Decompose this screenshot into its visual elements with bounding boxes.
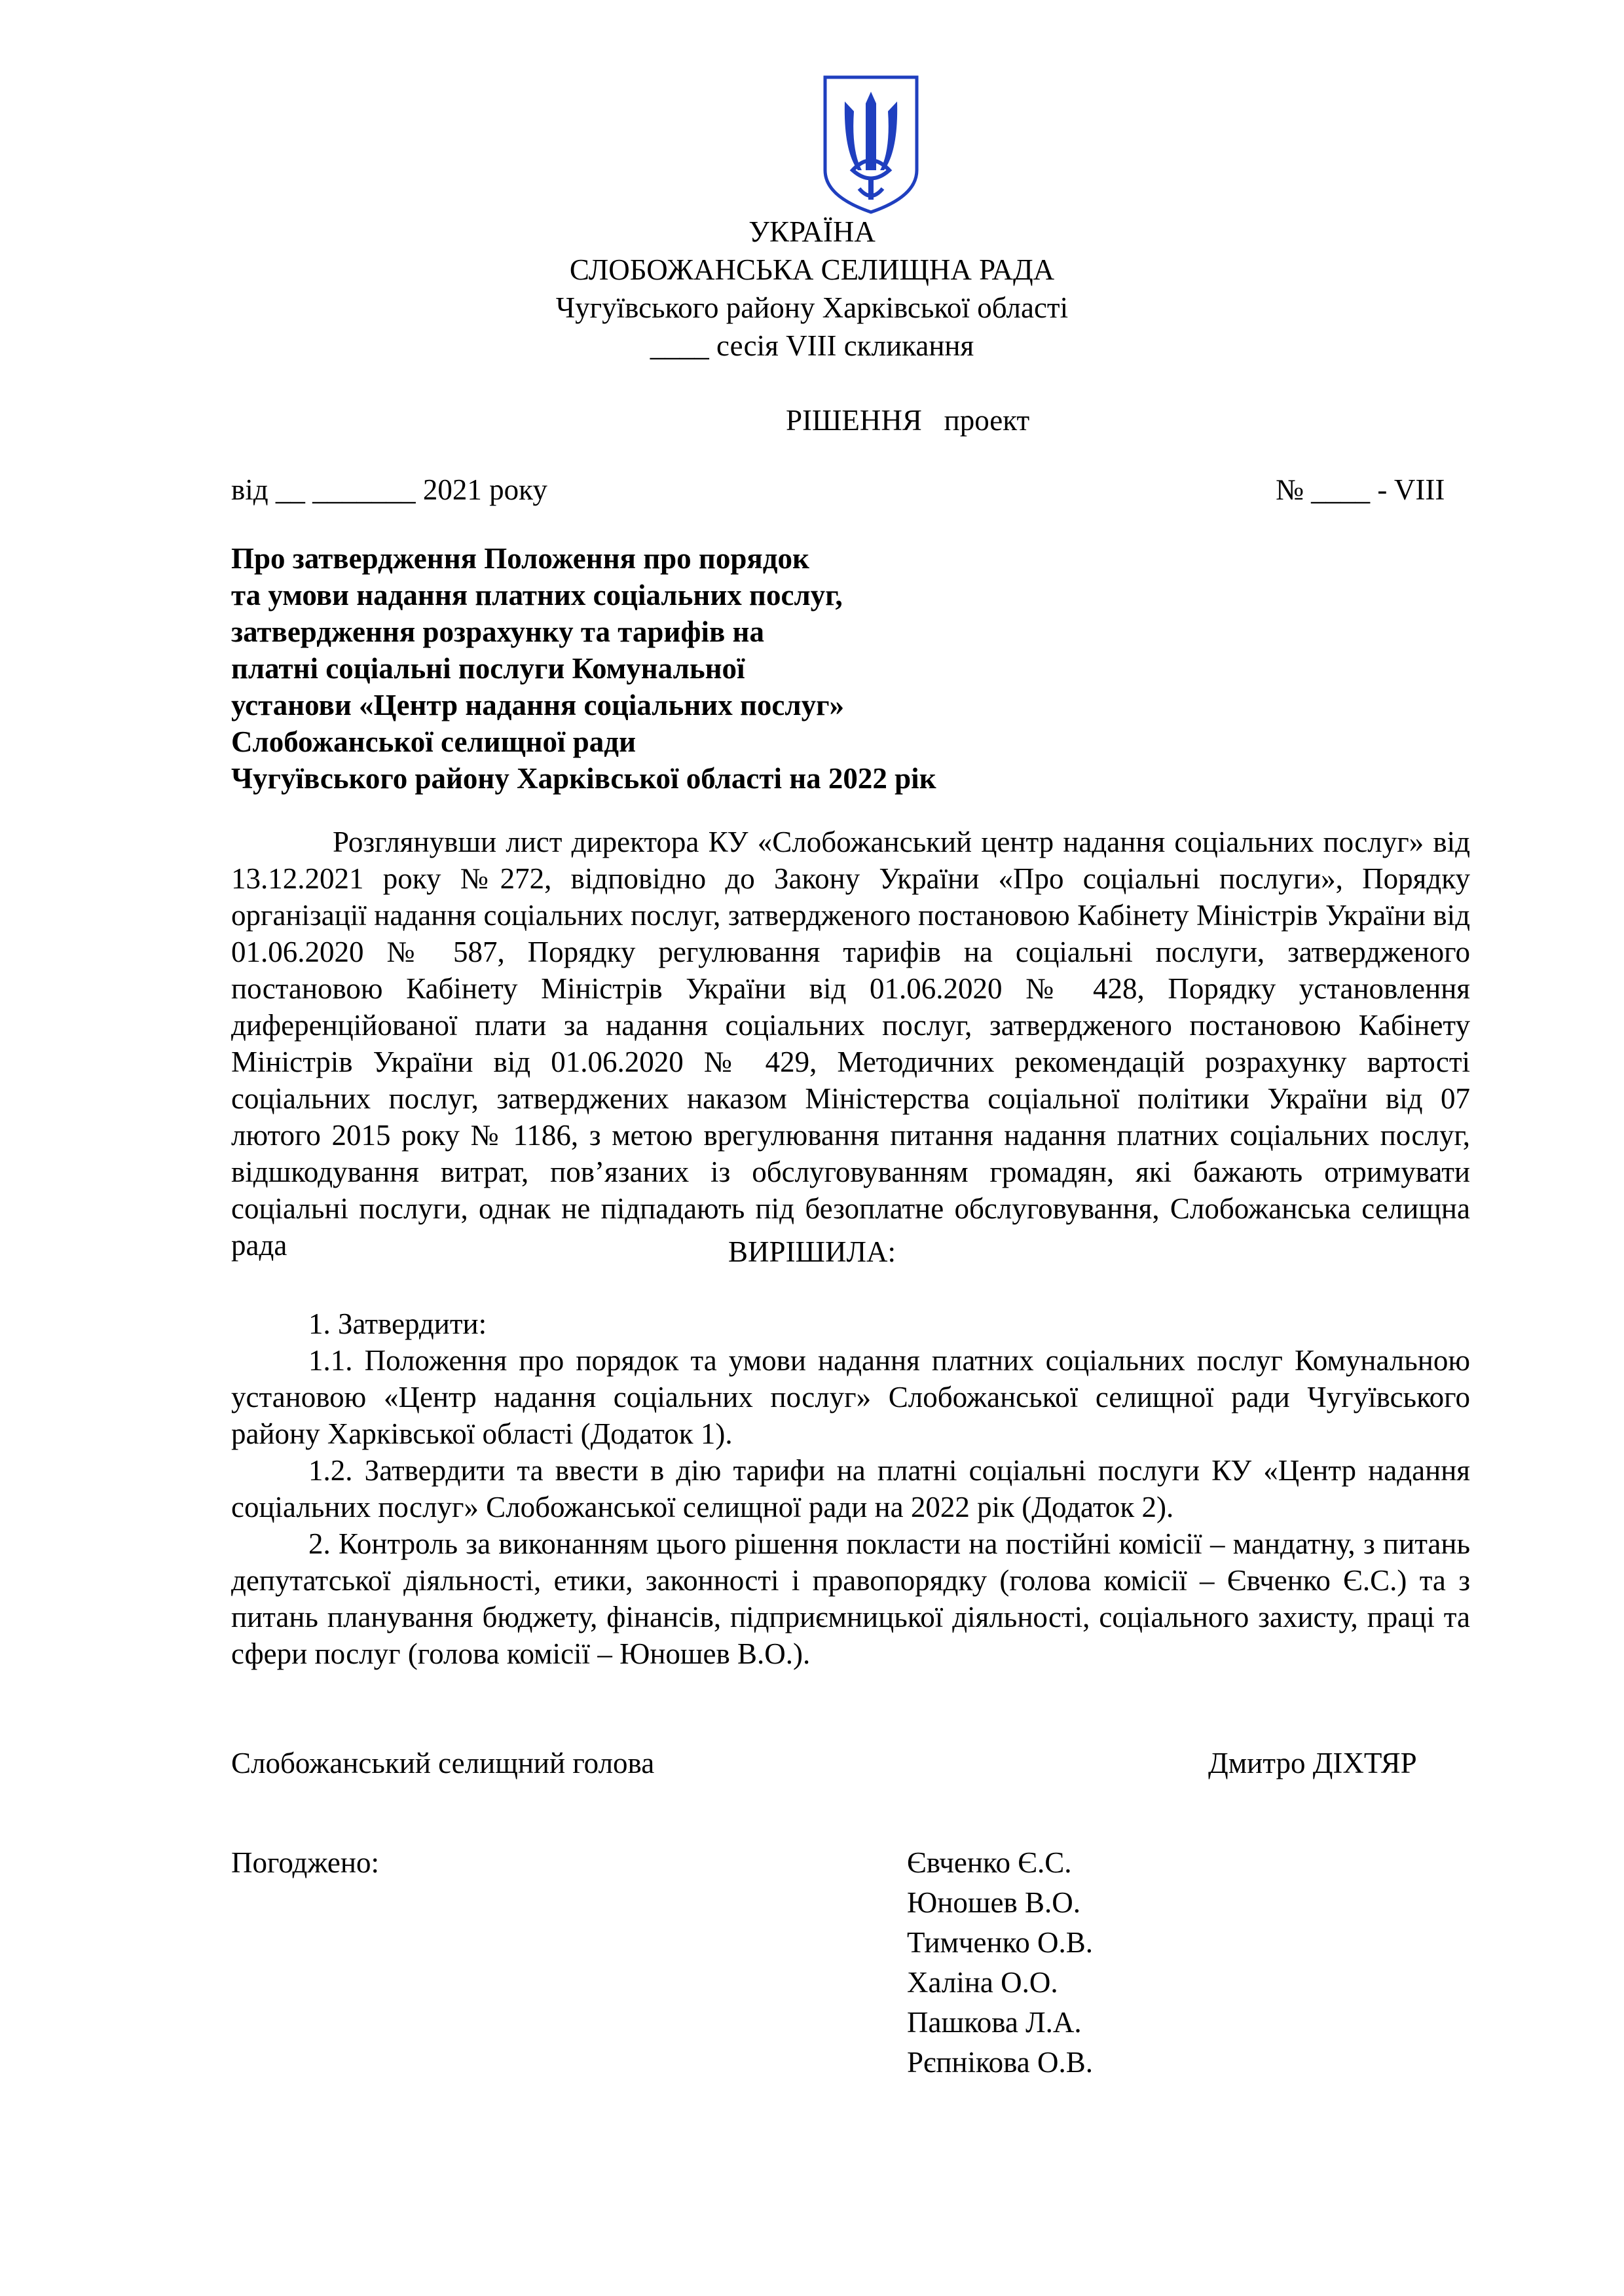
decision-date: від __ _______ 2021 року [231,473,547,506]
decision-title [231,540,936,797]
coat-of-arms-icon [819,72,923,216]
decision-number: № ____ - VIII [1276,473,1445,506]
council-name: СЛОБОЖАНСЬКА СЕЛИЩНА РАДА [569,253,1055,286]
signature-name: Дмитро ДІХТЯР [1208,1747,1417,1779]
approval-label: Погоджено: [231,1846,379,1879]
session-line: ____ сесія VIII скликання [650,329,974,362]
title-line: Слобожанської селищної ради [231,725,637,758]
signature-position: Слобожанський селищний голова [231,1747,655,1779]
approver-name: Халіна О.О. [907,1966,1058,1999]
item-1-2: 1.2. Затвердити та ввести в дію тарифи на платні соціальні послуги КУ «Центр надання соціальних послуг» Слобожанської селищної ради на 2022 рік (Додаток 2). [231,1454,1470,1523]
item-2: 2. Контроль за виконанням цього рішення покласти на постійні комісії – мандатну, з питань депутатської діяльності, етики, законності і правопорядку (голова комісії – Євченко Є.С.) та з питань планування бюджету, фінансів, підприємницької діяльності, соціального захисту, праці та сфери послуг (голова комісії – Юношев В.О.). [231,1527,1470,1670]
approver-name: Пашкова Л.А. [907,2006,1082,2039]
country-name: УКРАЇНА [748,215,876,248]
preamble-paragraph: Розглянувши лист директора КУ «Слобожанський центр надання соціальних послуг» від 13.12.2021 року №272, відповідно до Закону України «Про соціальні послуги», Порядку організації надання соціальних послуг, затвердженого постановою Кабінету Міністрів України від 01.06.2020 № 587, Порядку регулювання тарифів на соціальні послуги, затвердженого постановою Кабінету Міністрів України від 01.06.2020 № 428, Порядку установлення диференційованої плати за надання соціальних послуг, затвердженого постановою Кабінету Міністрів України від 01.06.2020 № 429, Методичних рекомендацій розрахунку вартості соціальних послуг, затверджених наказом Міністерства соціальної політики України від 07 лютого 2015 року № 1186, з метою врегулювання питання надання платних соціальних послуг, відшкодування витрат, пов’язаних із обслуговуванням громадян, які бажають отримувати соціальні послуги, однак не підпадають під безоплатне обслуговування, Слобожанська селищна рада [231,826,1470,1262]
title-line: Про затвердження Положення про порядок [231,542,809,575]
resolved-heading: ВИРІШИЛА: [728,1235,896,1268]
approver-name: Рєпнікова О.В. [907,2046,1093,2079]
title-line: платні соціальні послуги Комунальної [231,652,745,685]
title-line: затвердження розрахунку та тарифів на [231,615,764,648]
district-name: Чугуївського району Харківської області [555,291,1069,324]
decision-label: РІШЕННЯ проект [786,404,1030,437]
item-1-1: 1.1. Положення про порядок та умови надання платних соціальних послуг Комунальною установою «Центр надання соціальних послуг» Слобожанської селищної ради Чугуївського району Харківської області (Додаток 1). [231,1344,1470,1450]
title-line: установи «Центр надання соціальних послуг» [231,689,845,721]
approver-name: Євченко Є.С. [907,1846,1072,1879]
approver-name: Тимченко О.В. [907,1926,1093,1959]
title-line: Чугуївського району Харківської області на 2022 рік [231,762,936,795]
approver-name: Юношев В.О. [907,1886,1080,1919]
item-1: 1. Затвердити: [308,1307,487,1340]
approvers-list [907,1843,1093,2083]
title-line: та умови надання платних соціальних послуг, [231,579,843,611]
